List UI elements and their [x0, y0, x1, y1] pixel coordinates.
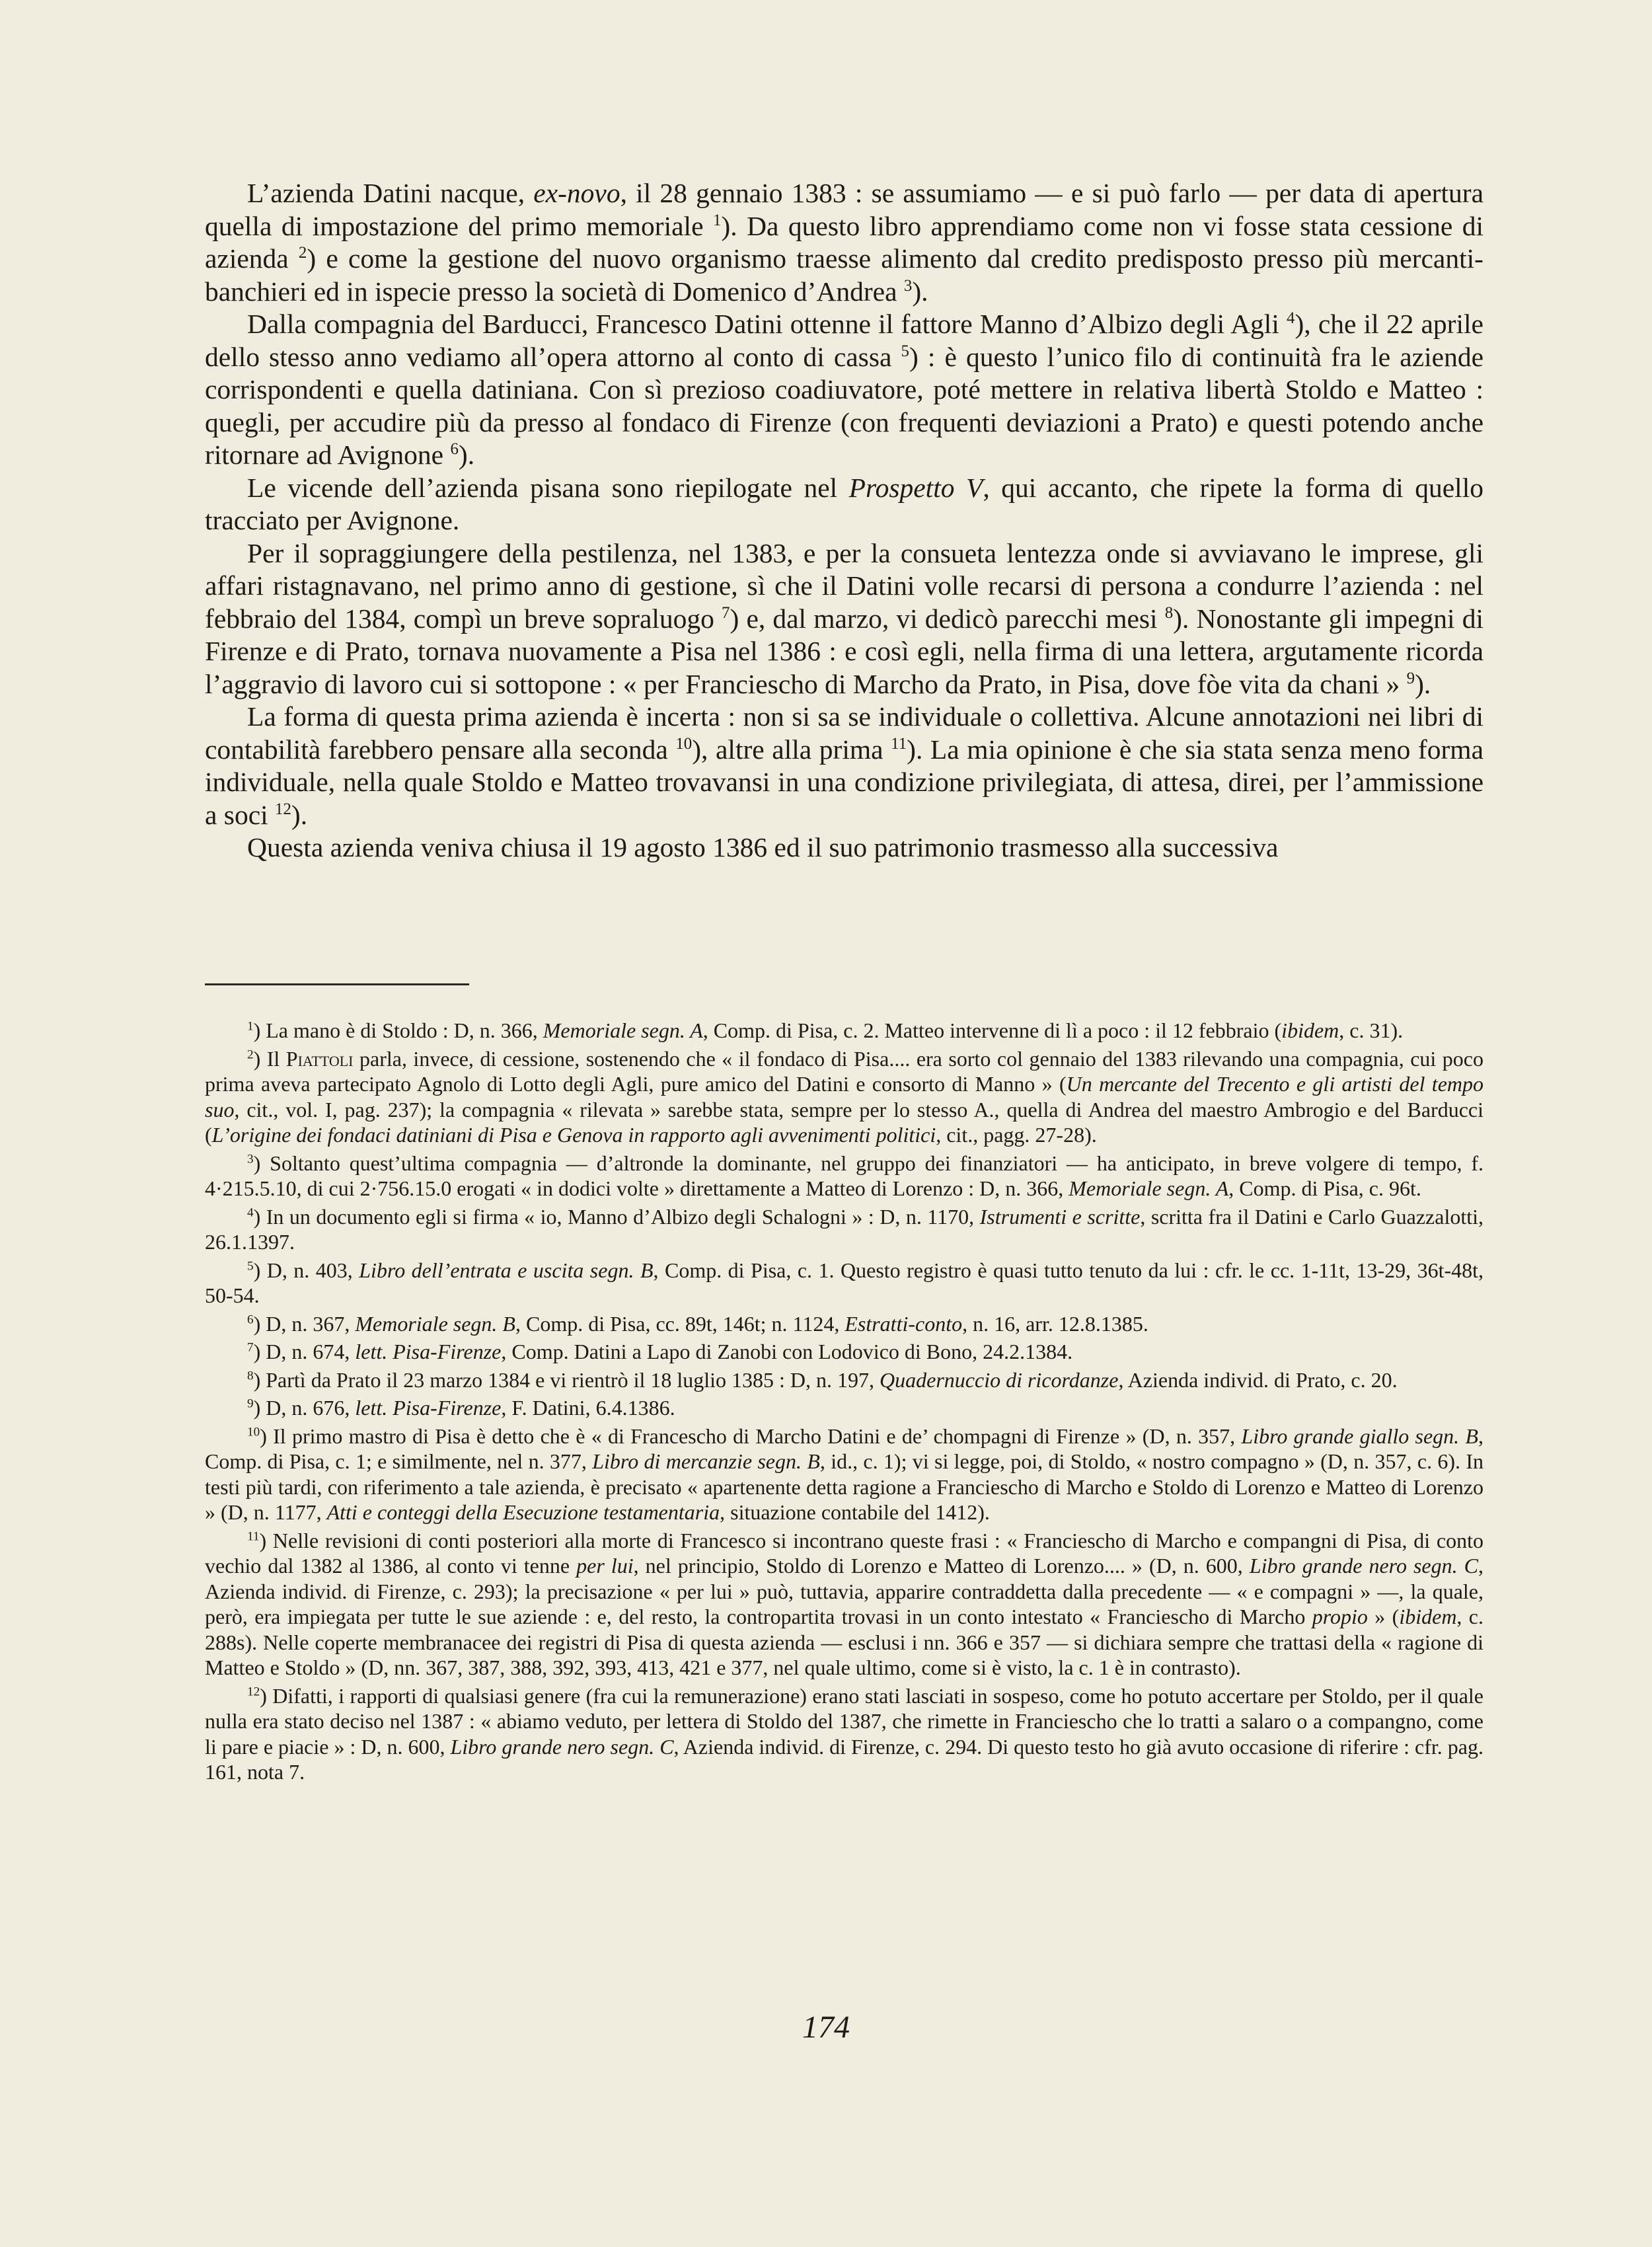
footnote: $^9$) D, n. 676, lett. Pisa-Firenze, F. Datini, 6.4.1386.: [247, 1396, 675, 1420]
footnote: $^{12}$) Difatti, i rapporti di qualsiasi genere (fra cui la remunerazione) erano stati lasciati in sospeso, come ho potuto accertare per Stoldo, per il quale nulla era stato deciso nel 1387 : « abiamo veduto, per lettera di Stoldo del 1387, che rimette in Franciescho che lo tratti a salaro o a compangno, come li pare e piacie » : D, n. 600, Libro grande nero segn. C, Azienda individ. di Firenze, c. 294. Di questo testo ho già avuto occasione di riferire : cfr. pag. 161, nota 7.: [205, 1683, 1484, 1784]
paragraph: La forma di questa prima azienda è incerta : non si sa se individuale o collettiva. Alcune annotazioni nei libri di contabilità farebbero pensare alla seconda $^{10}$), altre alla prima $^{11}$). La mia opinione è che sia stata senza meno forma individuale, nella quale Stoldo e Matteo trovavansi in una condizione privilegiata, di attesa, direi, per l’ammissione a soci $^{12}$).: [205, 701, 1483, 830]
footnote: $^1$) La mano è di Stoldo : D, n. 366, Memoriale segn. A, Comp. di Pisa, c. 2. Matteo intervenne di lì a poco : il 12 febbraio (ibidem, c. 31).: [247, 1018, 1404, 1042]
footnote-divider: [205, 983, 469, 985]
main-text: [205, 177, 1483, 864]
footnote: $^6$) D, n. 367, Memoriale segn. B, Comp. di Pisa, cc. 89t, 146t; n. 1124, Estratti-conto, n. 16, arr. 12.8.1385.: [247, 1311, 1148, 1336]
footnote: $^{10}$) Il primo mastro di Pisa è detto che è « di Francescho di Marcho Datini e de’ chompagni di Firenze » (D, n. 357, Libro grande giallo segn. B, Comp. di Pisa, c. 1; e similmente, nel n. 377, Libro di mercanzie segn. B, id., c. 1); vi si legge, poi, di Stoldo, « nostro compagno » (D, n. 357, c. 6). In testi più tardi, con riferimento a tale azienda, è precisato « apartenente detta ragione a Franciescho di Marcho e Stoldo di Lorenzo e Matteo di Lorenzo » (D, n. 1177, Atti e conteggi della Esecuzione testamentaria, situazione contabile del 1412).: [205, 1424, 1484, 1524]
footnote: $^{11}$) Nelle revisioni di conti posteriori alla morte di Francesco si incontrano queste frasi : « Franciescho di Marcho e compangni di Pisa, di conto vechio dal 1382 al 1386, al conto vi tenne per lui, nel principio, Stoldo di Lorenzo e Matteo di Lorenzo.... » (D, n. 600, Libro grande nero segn. C, Azienda individ. di Firenze, c. 293); la precisazione « per lui » può, tuttavia, apparire contraddetta dalla precedente — « e compagni » —, la quale, però, era impiegata per tutte le sue aziende : e, del resto, la contropartita trovasi in un conto intestato « Franciescho di Marcho propio » (ibidem, c. 288s). Nelle coperte membranacee dei registri di Pisa di questa azienda — esclusi i nn. 366 e 357 — si dichiara sempre che trattasi della « ragione di Matteo e Stoldo » (D, nn. 367, 387, 388, 392, 393, 413, 421 e 377, nel quale ultimo, come si è visto, la c. 1 è in contrasto).: [205, 1528, 1484, 1679]
paragraph: Questa azienda veniva chiusa il 19 agosto 1386 ed il suo patrimonio trasmesso alla successiva: [247, 832, 1279, 862]
paragraph: L’azienda Datini nacque, ex-novo, il 28 gennaio 1383 : se assumiamo — e si può farlo — per data di apertura quella di impostazione del primo memoriale $^1$). Da questo libro apprendiamo come non vi fosse stata cessione di azienda $^2$) e come la gestione del nuovo organismo traesse alimento dal credito predisposto presso più mercanti-banchieri ed in ispecie presso la società di Domenico d’Andrea $^3$).: [205, 178, 1483, 307]
footnotes: [205, 1018, 1483, 1788]
footnote: $^7$) D, n. 674, lett. Pisa-Firenze, Comp. Datini a Lapo di Zanobi con Lodovico di Bono, 24.2.1384.: [247, 1340, 1073, 1363]
paragraph: Le vicende dell’azienda pisana sono riepilogate nel Prospetto V, qui accanto, che ripete la forma di quello tracciato per Avignone.: [205, 472, 1483, 535]
footnote: $^5$) D, n. 403, Libro dell’entrata e uscita segn. B, Comp. di Pisa, c. 1. Questo registro è quasi tutto tenuto da lui : cfr. le cc. 1-11t, 13-29, 36t-48t, 50-54.: [205, 1258, 1484, 1307]
paragraph: Per il sopraggiungere della pestilenza, nel 1383, e per la consueta lentezza onde si avviavano le imprese, gli affari ristagnavano, nel primo anno di gestione, sì che il Datini volle recarsi di persona a condurre l’azienda : nel febbraio del 1384, compì un breve sopraluogo $^7$) e, dal marzo, vi dedicò parecchi mesi $^8$). Nonostante gli impegni di Firenze e di Prato, tornava nuovamente a Pisa nel 1386 : e così egli, nella firma di una lettera, argutamente ricorda l’aggravio di lavoro cui si sottopone : « per Franciescho di Marcho da Prato, in Pisa, dove fòe vita da chani » $^9$).: [205, 537, 1483, 699]
footnote: $^3$) Soltanto quest’ultima compagnia — d’altronde la dominante, nel gruppo dei finanziatori — ha anticipato, in breve volgere di tempo, f. 4·215.5.10, di cui 2·756.15.0 erogati « in dodici volte » direttamente a Matteo di Lorenzo : D, n. 366, Memoriale segn. A, Comp. di Pisa, c. 96t.: [205, 1151, 1483, 1200]
footnote: $^2$) Il Piattoli parla, invece, di cessione, sostenendo che « il fondaco di Pisa.... era sorto col gennaio del 1383 rilevando una compagnia, cui poco prima aveva partecipato Agnolo di Lotto degli Agli, pure amico del Datini e consorto di Manno » (Un mercante del Trecento e gli artisti del tempo suo, cit., vol. I, pag. 237); la compagnia « rilevata » sarebbe stata, sempre per lo stesso A., quella di Andrea del maestro Ambrogio e del Barducci (L’origine dei fondaci datiniani di Pisa e Genova in rapporto agli avvenimenti politici, cit., pagg. 27-28).: [205, 1046, 1484, 1147]
footnote: $^8$) Partì da Prato il 23 marzo 1384 e vi rientrò il 18 luglio 1385 : D, n. 197, Quadernuccio di ricordanze, Azienda individ. di Prato, c. 20.: [247, 1367, 1398, 1392]
paragraph: Dalla compagnia del Barducci, Francesco Datini ottenne il fattore Manno d’Albizo degli Agli $^4$), che il 22 aprile dello stesso anno vediamo all’opera attorno al conto di cassa $^5$) : è questo l’unico filo di continuità fra le aziende corrispondenti e quella datiniana. Con sì prezioso coadiuvatore, poté mettere in relativa libertà Stoldo e Matteo : quegli, per accudire più da presso al fondaco di Firenze (con frequenti deviazioni a Prato) e questi potendo anche ritornare ad Avignone $^6$).: [205, 309, 1483, 470]
page-number: 174: [802, 2010, 850, 2045]
footnote: $^4$) In un documento egli si firma « io, Manno d’Albizo degli Schalogni » : D, n. 1170, Istrumenti e scritte, scritta fra il Datini e Carlo Guazzalotti, 26.1.1397.: [205, 1204, 1484, 1254]
